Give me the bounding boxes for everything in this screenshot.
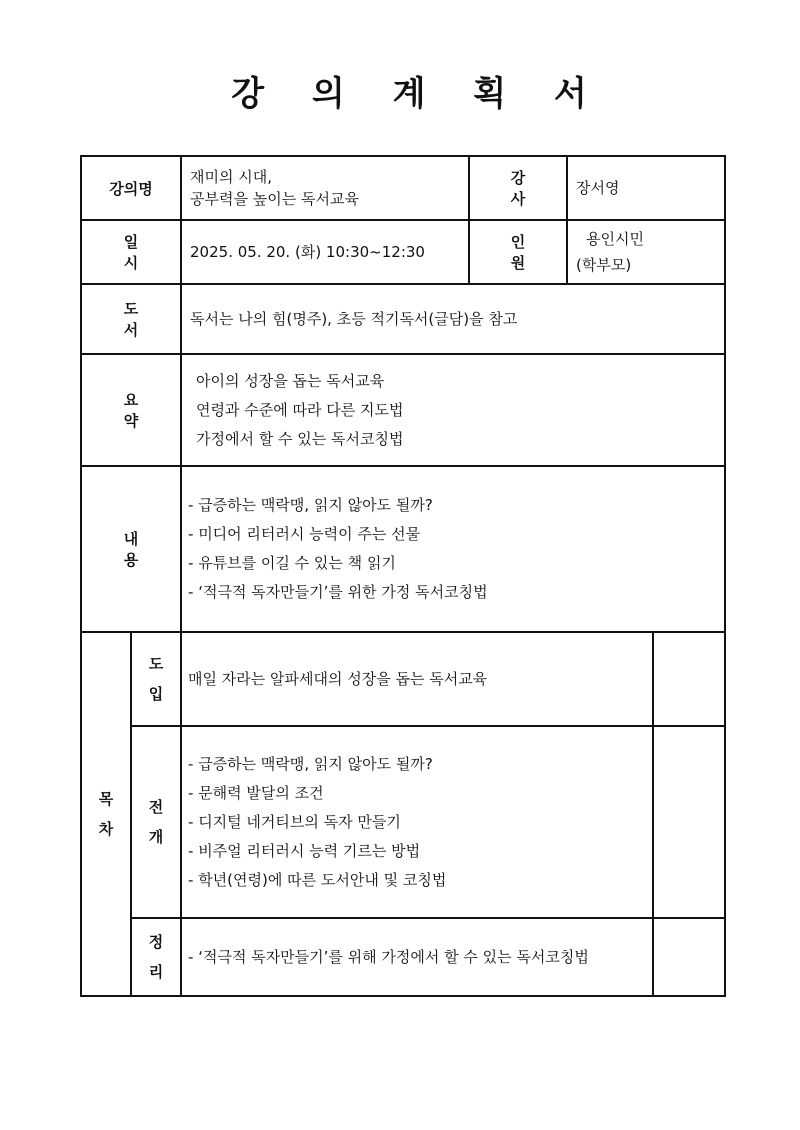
content-row <box>81 466 725 632</box>
toc-intro-content <box>181 632 653 726</box>
toc-development-item: - 급증하는 맥락맹, 읽지 않아도 될까? <box>188 754 433 773</box>
toc-development-label-char: 개 <box>148 828 164 846</box>
content-label: 내 용 <box>81 466 181 632</box>
lecture-row <box>81 156 725 220</box>
audience-value <box>567 220 725 284</box>
book-label: 도 서 <box>81 284 181 354</box>
toc-development-row <box>81 726 725 918</box>
toc-development-item: - 학년(연령)에 따른 도서안내 및 코칭법 <box>188 870 447 889</box>
toc-summary-item: - ‘적극적 독자만들기’를 위해 가정에서 할 수 있는 독서코칭법 <box>188 947 589 966</box>
summary-row <box>81 354 725 466</box>
toc-development-label <box>131 726 181 918</box>
instructor-value: 장서영 <box>567 156 725 220</box>
toc-development-item: - 비주얼 리터러시 능력 기르는 방법 <box>188 841 421 860</box>
summary-line: 연령과 수준에 따라 다른 지도법 <box>196 400 404 419</box>
audience-label: 인 원 <box>469 220 567 284</box>
toc-development-content <box>181 726 653 918</box>
book-row <box>81 284 725 354</box>
toc-summary-row <box>81 918 725 996</box>
toc-summary-content <box>181 918 653 996</box>
toc-label-char: 목 <box>98 790 114 808</box>
toc-summary-label <box>131 918 181 996</box>
lecture-title-line-1: 재미의 시대, <box>190 168 273 186</box>
toc-intro-label-char: 도 <box>148 655 164 673</box>
toc-intro-note-cell <box>653 632 725 726</box>
summary-cell <box>181 354 725 466</box>
toc-intro-label <box>131 632 181 726</box>
toc-summary-note-cell <box>653 918 725 996</box>
toc-development-item: - 문해력 발달의 조건 <box>188 783 324 802</box>
instructor-label: 강 사 <box>469 156 567 220</box>
content-cell <box>181 466 725 632</box>
toc-development-label-char: 전 <box>148 798 164 816</box>
toc-summary-label-char: 정 <box>148 933 164 951</box>
date-value: 2025. 05. 20. (화) 10:30~12:30 <box>181 220 469 284</box>
summary-line: 가정에서 할 수 있는 독서코칭법 <box>196 429 404 448</box>
toc-intro-row <box>81 632 725 726</box>
toc-intro-item: 매일 자라는 알파세대의 성장을 돕는 독서교육 <box>188 669 488 688</box>
summary-label: 요 약 <box>81 354 181 466</box>
content-item: - 미디어 리터러시 능력이 주는 선물 <box>188 525 421 543</box>
lecture-title-cell <box>181 156 469 220</box>
toc-intro-label-char: 입 <box>148 685 164 703</box>
book-value: 독서는 나의 힘(명주), 초등 적기독서(글담)을 참고 <box>181 284 725 354</box>
content-item: - 유튜브를 이길 수 있는 책 읽기 <box>188 554 396 572</box>
date-label: 일 시 <box>81 220 181 284</box>
toc-development-item: - 디지털 네거티브의 독자 만들기 <box>188 812 401 831</box>
content-item: - ‘적극적 독자만들기’를 위한 가정 독서코칭법 <box>188 583 488 601</box>
lecture-title-line-2: 공부력을 높이는 독서교육 <box>190 190 359 208</box>
content-item: - 급증하는 맥락맹, 읽지 않아도 될까? <box>188 496 433 514</box>
lecture-label: 강의명 <box>81 156 181 220</box>
document-title: 강 의 계 획 서 <box>231 74 605 114</box>
audience-line-1: 용인시민 <box>586 230 644 248</box>
toc-development-note-cell <box>653 726 725 918</box>
lecture-plan-table <box>80 155 726 997</box>
toc-label <box>81 632 131 996</box>
toc-summary-label-char: 리 <box>148 963 164 981</box>
audience-line-2: (학부모) <box>576 256 632 274</box>
date-row <box>81 220 725 284</box>
toc-label-char: 차 <box>98 820 114 838</box>
summary-line: 아이의 성장을 돕는 독서교육 <box>196 371 385 390</box>
